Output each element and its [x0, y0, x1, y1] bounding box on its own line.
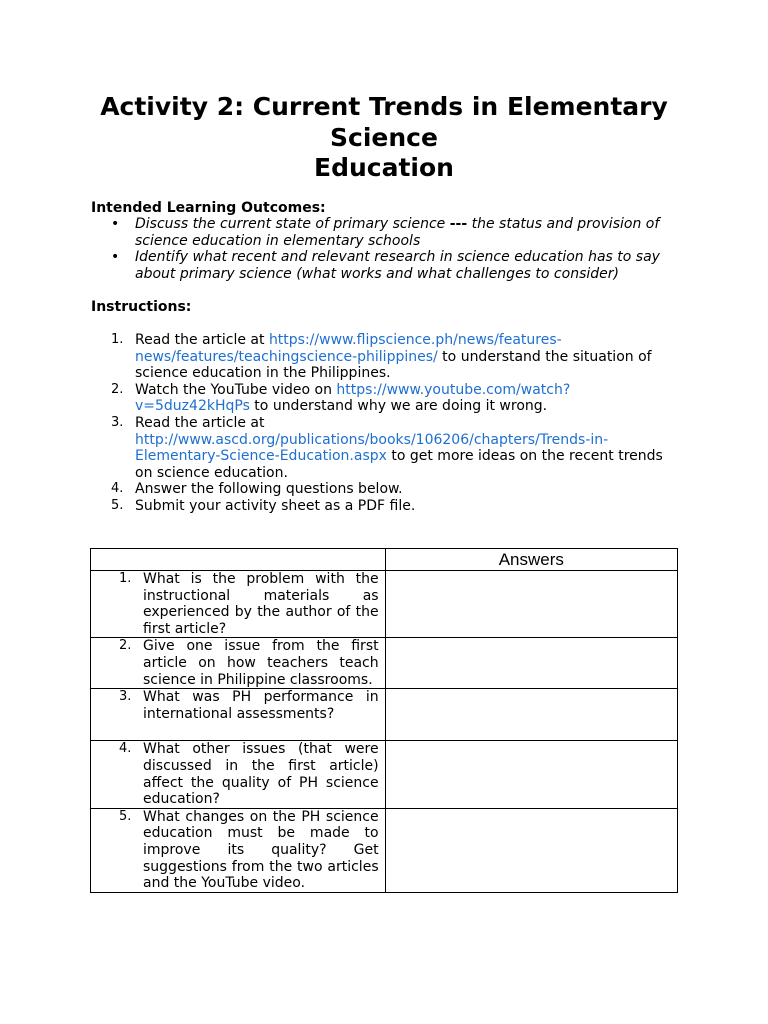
- step-text-post: to get more ideas on the recent trends on science education.: [135, 448, 663, 481]
- title-line-2: Science: [330, 122, 438, 152]
- question-column-header: [91, 549, 386, 571]
- step-text: Read the article at: [135, 332, 269, 348]
- step-number: 5.: [111, 497, 124, 513]
- question-cell: [91, 571, 386, 638]
- instruction-step: [111, 497, 680, 515]
- instruction-step: [111, 381, 680, 415]
- instructions-heading: Instructions:: [91, 299, 192, 315]
- table-row: [91, 808, 678, 892]
- answer-cell[interactable]: [385, 571, 677, 638]
- answer-cell[interactable]: [385, 741, 677, 808]
- table-row: [91, 638, 678, 689]
- ascd-link[interactable]: http://www.ascd.org/publications/books/106206/chapters/Trends-in-Elementary-Science-Education.aspx: [135, 431, 609, 465]
- question-text: What was PH performance in international assessments?: [143, 689, 379, 722]
- outcomes-heading: Intended Learning Outcomes:: [91, 200, 326, 216]
- instruction-step: [111, 332, 680, 382]
- questions-table: [90, 548, 678, 893]
- bullet-icon: •: [111, 249, 120, 266]
- answer-cell[interactable]: [385, 808, 677, 892]
- instruction-step: [111, 414, 680, 481]
- question-cell: [91, 638, 386, 689]
- table-row: [91, 741, 678, 808]
- step-number: 1.: [111, 332, 124, 347]
- answer-cell[interactable]: [385, 638, 677, 689]
- step-text: Watch the YouTube video on: [135, 381, 337, 398]
- title-line-1: Activity 2: Current Trends in Elementary: [100, 92, 668, 121]
- table-header-row: [91, 549, 678, 571]
- youtube-link[interactable]: https://www.youtube.com/watch?v=5duz42kHqPs: [135, 381, 571, 415]
- question-text: What changes on the PH science education must be made to improve its quality? Get suggestions from the two articles and the YouTube video.: [143, 808, 379, 892]
- step-number: 4.: [111, 481, 124, 497]
- title-line-3: Education: [314, 153, 454, 182]
- outcome-text-pre: Discuss the current state of primary science: [135, 216, 450, 232]
- answer-cell[interactable]: [385, 689, 677, 741]
- question-number: 5.: [119, 808, 132, 824]
- outcome-item: [111, 216, 680, 249]
- table-row: [91, 571, 678, 638]
- question-cell: [91, 808, 386, 892]
- step-text-post: to understand the situation of science education in the Philippines.: [135, 348, 652, 382]
- flipscience-link[interactable]: https://www.flipscience.ph/news/features-news/features/teachingscience-philippines/: [135, 332, 562, 365]
- step-text: Read the article at: [135, 414, 265, 431]
- question-number: 3.: [119, 689, 132, 705]
- page-title: [70, 92, 698, 184]
- question-text: What other issues (that were discussed in the first article) affect the quality of PH science education?: [143, 741, 379, 808]
- outcome-separator: ---: [449, 216, 468, 232]
- question-number: 2.: [119, 638, 132, 654]
- question-cell: [91, 689, 386, 741]
- instructions-list: [111, 332, 680, 515]
- outcomes-list: [111, 216, 680, 282]
- outcome-text-post: the status and provision of science education in elementary schools: [135, 216, 660, 249]
- question-cell: [91, 741, 386, 808]
- question-number: 4.: [119, 741, 132, 757]
- question-text: What is the problem with the instructional materials as experienced by the author of the first article?: [143, 571, 379, 637]
- question-number: 1.: [119, 571, 132, 586]
- question-text: Give one issue from the first article on how teachers teach science in Philippine classrooms.: [143, 638, 379, 688]
- step-number: 3.: [111, 414, 124, 430]
- outcome-text: Identify what recent and relevant research in science education has to say about primary science (what works and what challenges to consider): [135, 249, 660, 282]
- table-row: [91, 689, 678, 741]
- step-text: Answer the following questions below.: [135, 481, 403, 498]
- instruction-step: [111, 481, 680, 498]
- step-text: Submit your activity sheet as a PDF file.: [135, 497, 416, 514]
- bullet-icon: •: [111, 216, 120, 232]
- step-text-post: to understand why we are doing it wrong.: [249, 398, 548, 415]
- step-number: 2.: [111, 381, 124, 397]
- outcome-item: [111, 249, 680, 282]
- answers-column-header: Answers: [385, 549, 677, 571]
